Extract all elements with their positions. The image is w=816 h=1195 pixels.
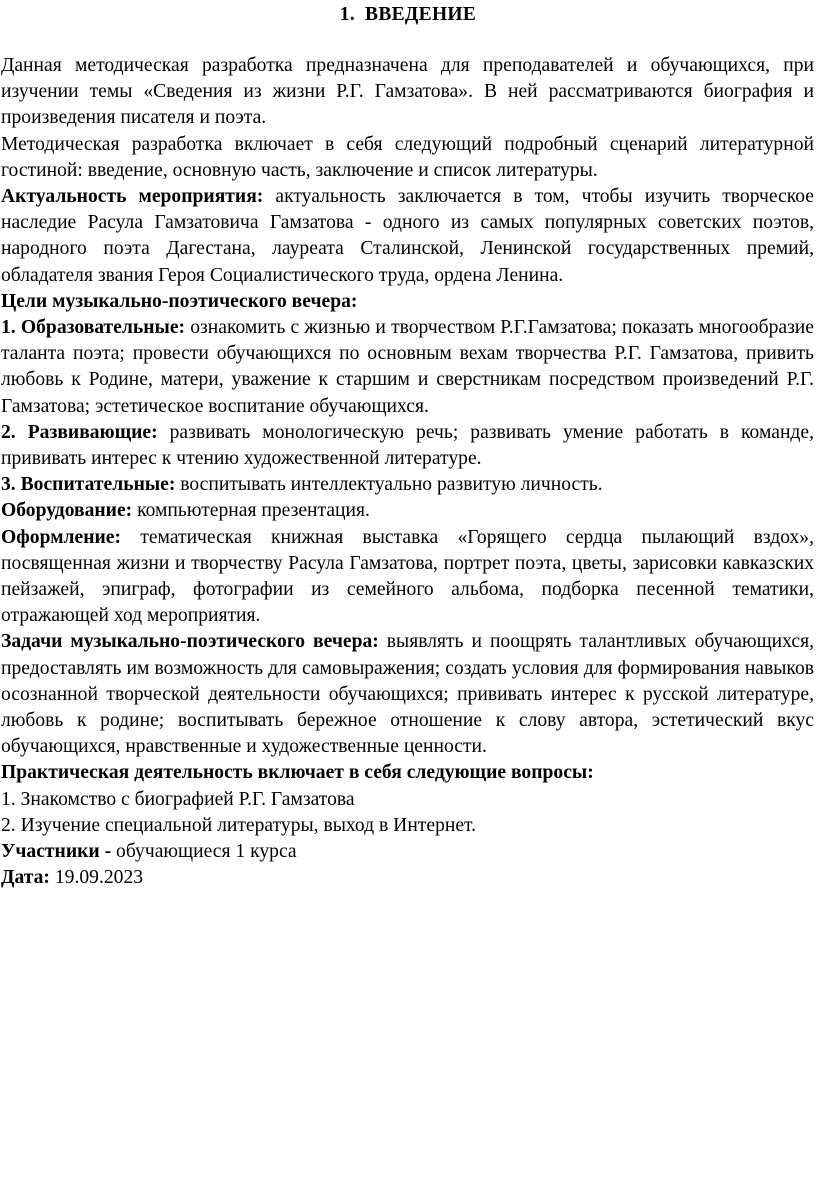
- participants-text: обучающиеся 1 курса: [111, 841, 297, 863]
- tasks-paragraph: [1, 629, 814, 760]
- date-label: Дата:: [1, 867, 50, 889]
- goal-developing-paragraph: [1, 420, 814, 472]
- relevance-paragraph: [1, 184, 814, 289]
- relevance-label: Актуальность мероприятия:: [1, 186, 264, 208]
- design-text: тематическая книжная выставка «Горящего сердца пылающий вздох», посвященная жизни и творчеству Расула Гамзатова, портрет поэта, цветы, зарисовки кавказских пейзажей, эпиграф, фотографии из семейного альбома, подборка песенной тематики, отражающей ход мероприятия.: [1, 526, 814, 627]
- equipment-text: компьютерная презентация.: [132, 500, 370, 522]
- goal-educational-label: 1. Образовательные:: [1, 317, 186, 339]
- date-paragraph: [1, 865, 814, 891]
- goals-heading: [1, 289, 814, 315]
- section-title: ВВЕДЕНИЕ: [365, 4, 477, 25]
- goal-upbringing-label: 3. Воспитательные:: [1, 474, 176, 496]
- practice-heading: [1, 760, 814, 786]
- equipment-label: Оборудование:: [1, 500, 133, 522]
- section-heading: [0, 2, 816, 28]
- participants-paragraph: [1, 839, 814, 865]
- design-label: Оформление:: [1, 526, 122, 548]
- goal-developing-label: 2. Развивающие:: [1, 421, 158, 443]
- practice-item-1: 1. Знакомство с биографией Р.Г. Гамзатова: [1, 788, 355, 810]
- equipment-paragraph: [1, 498, 814, 524]
- practice-item-2: 2. Изучение специальной литературы, выход в Интернет.: [1, 814, 477, 836]
- goal-educational-text: ознакомить с жизнью и творчеством Р.Г.Гамзатова; показать многообразие таланта поэта; провести обучающихся по основным вехам творчества Р.Г. Гамзатова, привить любовь к Родине, матери, уважение к старшим и сверстникам посредством произведений Р.Г. Гамзатова; эстетическое воспитание обучающихся.: [1, 317, 814, 417]
- tasks-label: Задачи музыкально-поэтического вечера:: [1, 631, 379, 653]
- section-number: 1.: [339, 4, 356, 25]
- structure-paragraph: Методическая разработка включает в себя следующий подробный сценарий литературной гостиной: введение, основную часть, заключение и список литературы.: [1, 133, 814, 181]
- intro-paragraph: Данная методическая разработка предназначена для преподавателей и обучающихся, при изучении темы «Сведения из жизни Р.Г. Гамзатова». В ней рассматриваются биография и произведения писателя и поэта.: [1, 55, 814, 129]
- goal-developing-text: развивать монологическую речь; развивать умение работать в команде, прививать интерес к чтению художественной литературе.: [1, 421, 814, 470]
- goal-educational-paragraph: [1, 315, 814, 420]
- goal-upbringing-paragraph: [1, 472, 814, 498]
- tasks-text: выявлять и поощрять талантливых обучающихся, предоставлять им возможность для самовыражения; создать условия для формирования навыков осознанной творческой деятельности обучающихся; прививать интерес к русской литературе, любовь к родине; воспитывать бережное отношение к слову автора, эстетический вкус обучающихся, нравственные и художественные ценности.: [1, 631, 814, 758]
- participants-label: Участники -: [1, 841, 112, 863]
- date-text: 19.09.2023: [49, 867, 144, 889]
- document-body: [1, 53, 814, 892]
- design-paragraph: [1, 525, 814, 630]
- practice-heading-text: Практическая деятельность включает в себя следующие вопросы:: [1, 762, 594, 784]
- relevance-text: актуальность заключается в том, чтобы изучить творческое наследие Расула Гамзатовича Гамзатова - одного из самых популярных советских поэтов, народного поэта Дагестана, лауреата Сталинской, Ленинской государственных премий, обладателя звания Героя Социалистического труда, ордена Ленина.: [1, 186, 814, 286]
- goal-upbringing-text: воспитывать интеллектуально развитую личность.: [175, 474, 603, 496]
- goals-heading-text: Цели музыкально-поэтического вечера:: [1, 290, 358, 312]
